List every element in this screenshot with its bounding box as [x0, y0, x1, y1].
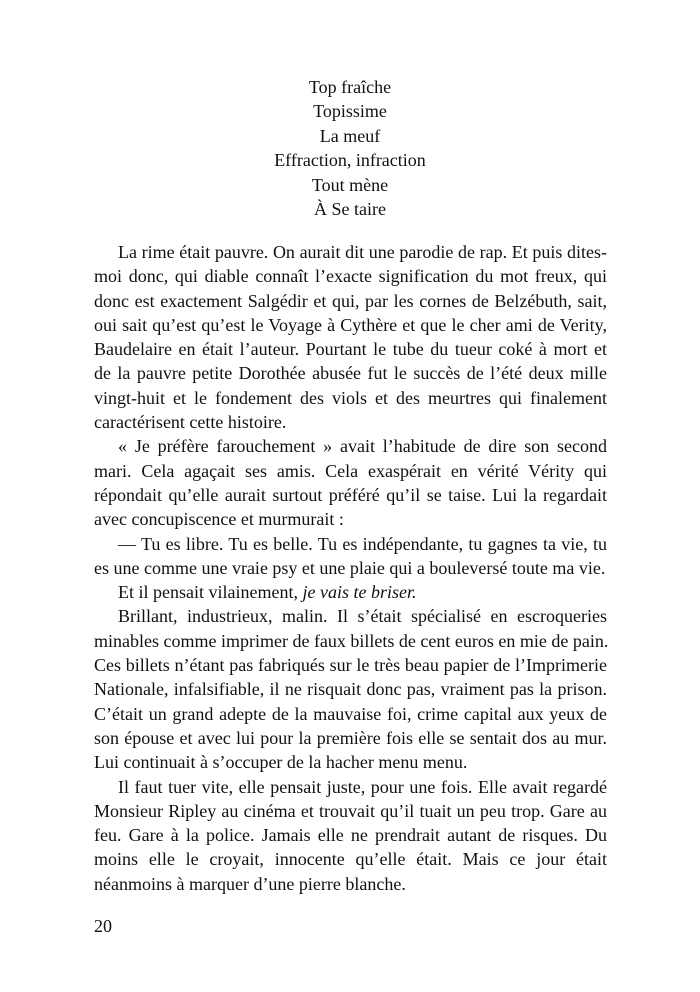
text-line: moi donc, qui diable connaît l’exacte signification du mot freux, qui — [94, 266, 607, 287]
poem-line: Top fraîche — [308, 77, 392, 97]
text-line: feu. Gare à la police. Jamais elle ne prendrait autant de risques. Du — [94, 825, 607, 846]
text-line: donc est exactement Salgédir et qui, par les cornes de Belzébuth, sait, — [94, 290, 607, 311]
text-line: mari. Cela agaçait ses amis. Cela exaspérait en vérité Vérity qui — [94, 460, 607, 481]
text-line: Brillant, industrieux, malin. Il s’était spécialisé en escroqueries — [118, 606, 607, 627]
dialogue-paragraph — [94, 532, 607, 581]
text-line: son épouse et avec lui pour la première fois elle se sentait dos au mur. — [94, 727, 607, 748]
paragraph — [94, 580, 607, 604]
text-line: répondait qu’elle aurait surtout préféré qu’il se taise. Lui la regardait — [94, 484, 607, 505]
thought-intro: Et il pensait vilainement, — [118, 582, 303, 603]
text-line: moins elle le croyait, innocente qu’elle était. Mais ce jour était — [94, 849, 607, 870]
text-line: vingt-huit et le fondement des viols et des meurtres qui finalement — [94, 387, 607, 408]
paragraph — [94, 604, 607, 774]
paragraph — [94, 240, 607, 434]
text-line: Monsieur Ripley au cinéma et trouvait qu’il tuait un peu trop. Gare au — [94, 800, 607, 821]
text-line: de la pauvre petite Dorothée abusée fut le succès de l’été deux mille — [94, 363, 607, 384]
text-line: caractérisent cette histoire. — [94, 412, 287, 433]
text-line — [94, 580, 607, 604]
poem-line: Topissime — [313, 101, 387, 122]
text-line: Ces billets n’étant pas fabriqués sur le très beau papier de l’Imprimerie — [94, 655, 607, 676]
text-line: Lui continuait à s’occuper de la hacher menu menu. — [94, 752, 468, 773]
text-line: C’était un grand adepte de la mauvaise foi, crime capital aux yeux de — [94, 703, 607, 724]
italic-thought: je vais te briser. — [302, 582, 417, 603]
poem-line: Tout mène — [311, 174, 389, 195]
poem-line: Effraction, infraction — [274, 150, 426, 171]
text-line: oui sait qu’est qu’est le Voyage à Cythère et que le cher ami de Verity, — [94, 314, 607, 335]
text-line: néanmoins à marquer d’une pierre blanche. — [94, 873, 406, 894]
paragraph — [94, 434, 607, 531]
text-line: Il faut tuer vite, elle pensait juste, pour une fois. Elle avait regardé — [118, 776, 607, 797]
page-number: 20 — [94, 916, 112, 936]
text-line: Baudelaire en était l’auteur. Pourtant le tube du tueur coké à mort et — [94, 339, 607, 360]
text-line: La rime était pauvre. On aurait dit une parodie de rap. Et puis dites- — [118, 242, 607, 262]
body-text — [94, 240, 607, 896]
text-line: — Tu es libre. Tu es belle. Tu es indépendante, tu gagnes ta vie, tu — [118, 533, 607, 554]
poem-line: À Se taire — [314, 199, 386, 220]
text-line: « Je préfère farouchement » avait l’habitude de dire son second — [118, 436, 607, 457]
poem-line: La meuf — [319, 125, 381, 146]
text-line: es une comme une vraie psy et une plaie qui a bouleversé toute ma vie. — [94, 557, 606, 578]
poem-stanza — [0, 75, 700, 221]
text-line: avec concupiscence et murmurait : — [94, 509, 344, 530]
text-line: minables comme imprimer de faux billets de cent euros en mie de pain. — [94, 630, 609, 651]
paragraph — [94, 775, 607, 896]
text-line: Nationale, infalsifiable, il ne risquait donc pas, vraiment pas la prison. — [94, 679, 607, 700]
